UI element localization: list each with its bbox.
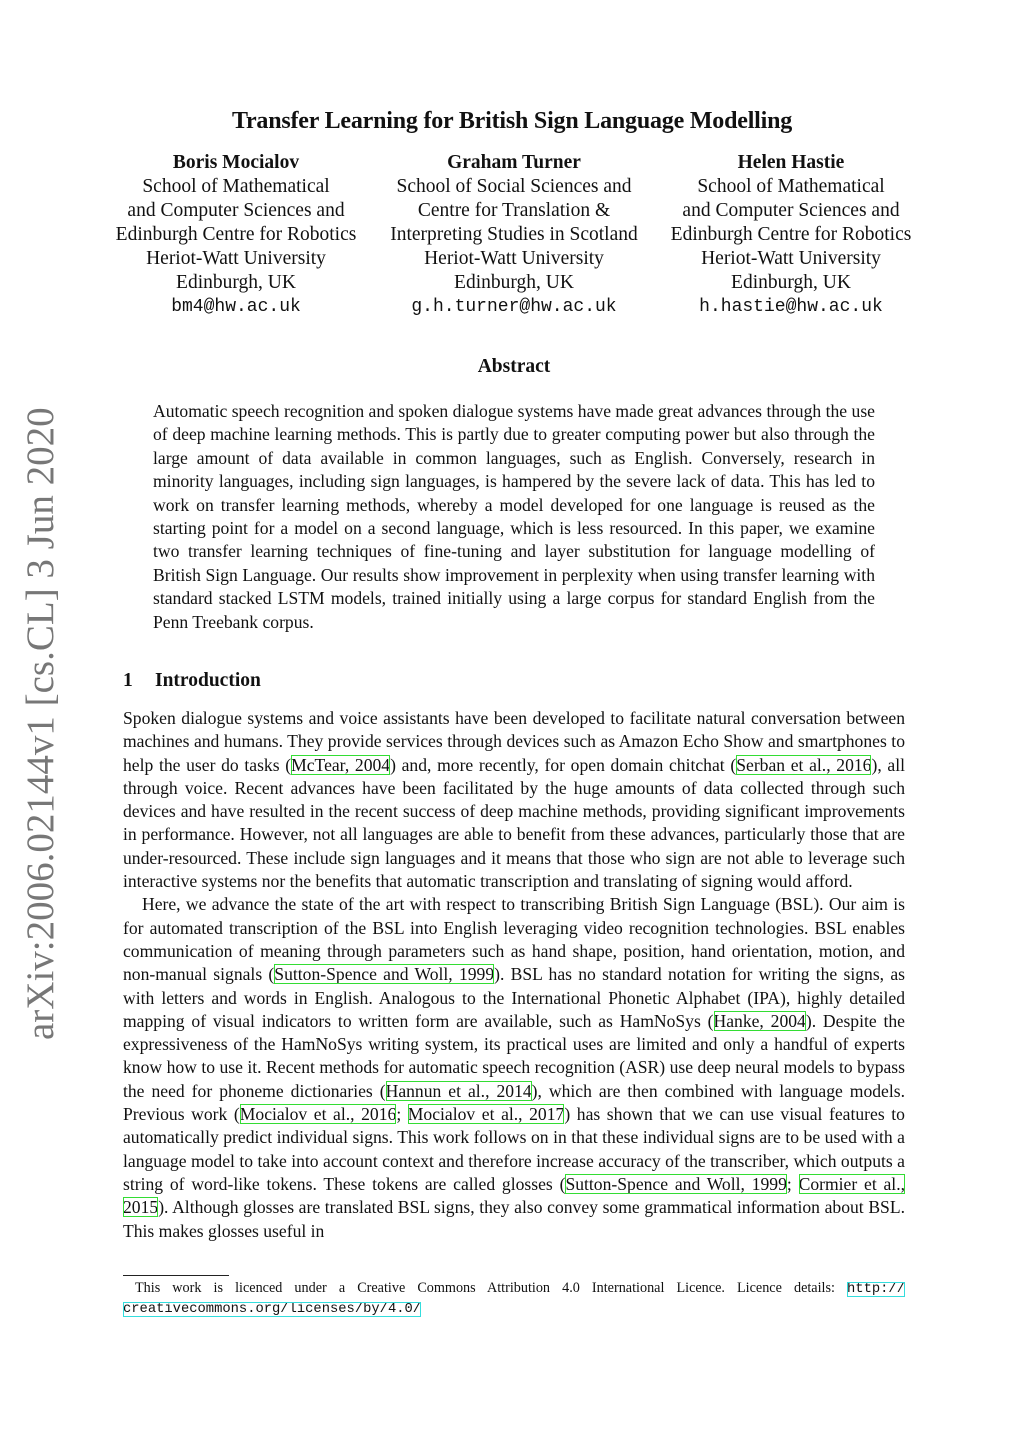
author-affiliation: School of Mathematical [697,176,885,197]
paragraph-text: ). Despite the expressiveness of the HamNoSys writing system, its practical uses are limited and only a handful of experts know how to use it. Recent methods for automatic speech recognition (ASR) use deep neural models to bypass the need for phoneme dictionaries ( [123,1010,905,1101]
author-affiliation: Heriot-Watt University [424,248,604,269]
paragraph-text: ), which are then combined with language models. Previous work ( [123,1080,906,1125]
author-affiliation: and Computer Sciences and [682,200,900,221]
citation-link[interactable]: McTear, 2004 [291,754,391,775]
paragraph [123,893,905,1242]
citation-link[interactable]: Hannun et al., 2014 [385,1080,532,1101]
paragraph-text: ; [786,1173,799,1194]
license-link[interactable]: creativecommons.org/licenses/by/4.0/ [123,1302,422,1317]
author-name: Boris Mocialov [172,152,300,173]
author-affiliation: Edinburgh Centre for Robotics [670,224,912,245]
author-affiliation: Heriot-Watt University [146,248,326,269]
paragraph-text: ; [396,1104,408,1125]
paragraph-text: ), all through voice. Recent advances have been facilitated by the huge amounts of data collected through such devices and have resulted in the recent success of deep machine methods, providing significant improvements in performance. However, not all languages are able to benefit from these advances, particularly those that are under-resourced. These include sign languages and it means that those who sign are not able to leverage such interactive systems nor the benefits that automatic transcription and translating of signing would afford. [123,754,905,892]
footnote-rule [123,1275,229,1276]
author-email: g.h.turner@hw.ac.uk [411,297,617,317]
paper-title: Transfer Learning for British Sign Language Modelling [231,108,793,134]
author-affiliation: Edinburgh Centre for Robotics [115,224,357,245]
author-block-2 [364,151,664,319]
footnote-text: This work is licenced under a Creative Commons Attribution 4.0 International Licence. Licence details: [135,1280,848,1296]
citation-link[interactable]: Sutton-Spence and Woll, 1999 [274,964,495,985]
citation-link[interactable]: Serban et al., 2016 [736,754,872,775]
author-block-1 [86,151,386,319]
author-name: Helen Hastie [737,152,845,173]
author-email: h.hastie@hw.ac.uk [699,297,883,317]
author-affiliation: Edinburgh, UK [731,272,851,293]
author-affiliation: Interpreting Studies in Scotland [390,224,638,245]
paragraph-text: ). Although glosses are translated BSL signs, they also convey some grammatical information about BSL. This makes glosses useful in [123,1197,905,1241]
author-email: bm4@hw.ac.uk [171,297,301,317]
arxiv-identifier: arXiv:2006.02144v1 [cs.CL] 3 Jun 2020 [19,407,62,1040]
paragraph-text: ) and, more recently, for open domain chitchat ( [390,754,737,775]
author-block-3 [641,151,941,319]
author-affiliation: School of Social Sciences and [396,176,632,197]
paragraph-text: Here, we advance the state of the art with respect to transcribing British Sign Language (BSL). Our aim is for automated transcription of the BSL into English leveraging video recognition technologies. BSL enables communication of meaning through parameters such as hand shape, position, hand orientation, motion, and non-manual signals ( [123,894,905,985]
author-affiliation: and Computer Sciences and [127,200,345,221]
footnote [123,1279,905,1319]
author-affiliation: Heriot-Watt University [701,248,881,269]
section-heading [123,670,261,692]
paragraph-text: ). BSL has no standard notation for writing the signs, as with letters and words in English. Analogous to the International Phonetic Alphabet (IPA), highly detailed mapping of visual indicators to written form are available, such as HamNoSys ( [123,964,905,1031]
citation-link[interactable]: Mocialov et al., 2016 [239,1104,397,1125]
author-affiliation: School of Mathematical [142,176,330,197]
abstract-heading: Abstract [477,356,551,377]
author-affiliation: Centre for Translation & [417,200,611,221]
citation-link[interactable]: Sutton-Spence and Woll, 1999 [565,1173,787,1194]
author-name: Graham Turner [447,152,581,173]
paragraph [123,707,905,893]
section-title: Introduction [155,670,261,691]
abstract-text: Automatic speech recognition and spoken dialogue systems have made great advances through the use of deep machine learning methods. This is partly due to greater computing power but also through the large amount of data available in common languages, such as English. Conversely, research in minority languages, including sign languages, is hampered by the severe lack of data. This has led to work on transfer learning methods, whereby a model developed for one language is reused as the starting point for a model on a second language, which is less resourced. In this paper, we examine two transfer learning techniques of fine-tuning and layer substitution for language modelling of British Sign Language. Our results show improvement in perplexity when using transfer learning with standard stacked LSTM models, trained initially using a large corpus for standard English from the Penn Treebank corpus. [153,401,875,632]
author-affiliation: Edinburgh, UK [176,272,296,293]
author-affiliation: Edinburgh, UK [454,272,574,293]
citation-link[interactable]: Hanke, 2004 [713,1010,806,1031]
paragraph-text: ) has shown that we can use visual features to automatically predict individual signs. This work follows on in that these individual signs are to be used with a language model to take into account context and therefore increase accuracy of the transcriber, which outputs a string of word-like tokens. These tokens are called glosses ( [123,1104,905,1194]
license-link[interactable]: http:// [847,1282,905,1297]
section-number: 1 [123,670,133,691]
citation-link[interactable]: Mocialov et al., 2017 [407,1104,565,1125]
citation-link[interactable]: Cormier et al., 2015 [123,1173,905,1218]
section-body [123,707,905,1243]
paragraph-text: Spoken dialogue systems and voice assistants have been developed to facilitate natural conversation between machines and humans. They provide services through devices such as Amazon Echo Show and smartphones to help the user do tasks ( [123,708,905,775]
